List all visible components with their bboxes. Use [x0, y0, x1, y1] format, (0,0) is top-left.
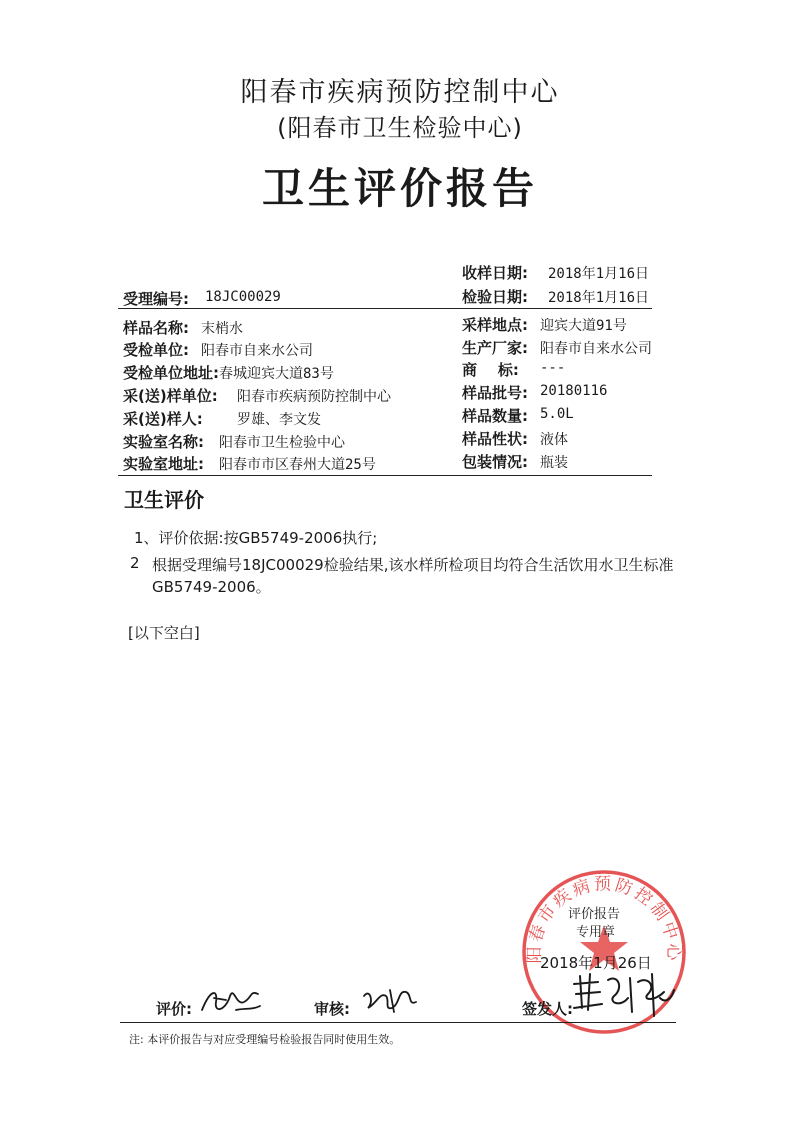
header-rule [118, 308, 652, 309]
evaluation-item-2-line-2: GB5749-2006。 [152, 578, 271, 596]
receive-date-value: 2018年1月16日 [548, 266, 650, 282]
field-label-lab-name: 实验室名称: [123, 433, 204, 451]
field-label-sampler: 采(送)样人: [123, 410, 203, 428]
seal-inner-line-2: 专用章 [576, 925, 616, 940]
field-value-sample-state: 液体 [540, 432, 568, 448]
seal-inner-line-1: 评价报告 [568, 907, 621, 922]
accept-number-value: 18JC00029 [205, 289, 281, 305]
field-value-inspected-unit: 阳春市自来水公司 [201, 343, 313, 359]
field-value-sample-quantity: 5.0L [540, 406, 574, 422]
evaluator-label: 评价: [156, 1000, 192, 1018]
issuer-label: 签发人: [522, 1000, 573, 1018]
evaluation-item-2-number: 2 [130, 554, 140, 572]
field-label-sample-name: 样品名称: [123, 319, 189, 337]
field-value-sampling-location: 迎宾大道91号 [540, 318, 627, 334]
inspect-date-value: 2018年1月16日 [548, 290, 650, 306]
blank-below-note: [以下空白] [128, 624, 200, 642]
signature-rule [120, 1022, 676, 1023]
field-value-sampling-unit: 阳春市疾病预防控制中心 [237, 389, 391, 405]
evaluation-heading: 卫生评价 [124, 488, 204, 512]
field-value-sample-name: 末梢水 [201, 321, 243, 337]
organization-name: 阳春市疾病预防控制中心 [240, 77, 560, 108]
evaluation-item-1: 1、评价依据:按GB5749-2006执行; [134, 529, 378, 547]
field-label-batch-number: 样品批号: [462, 384, 528, 402]
field-label-sampling-unit: 采(送)样单位: [123, 387, 218, 405]
field-value-inspected-address: 春城迎宾大道83号 [219, 366, 334, 382]
issue-date: 2018年1月26日 [540, 954, 652, 972]
field-label-trademark: 商 标: [462, 361, 519, 379]
field-value-batch-number: 20180116 [540, 383, 608, 399]
accept-number-label: 受理编号: [123, 290, 189, 308]
field-label-sampling-location: 采样地点: [462, 316, 528, 334]
field-value-lab-address: 阳春市市区春州大道25号 [219, 457, 376, 473]
field-value-lab-name: 阳春市卫生检验中心 [219, 435, 345, 451]
evaluator-signature [196, 980, 266, 1020]
organization-alt-name: (阳春市卫生检验中心) [277, 114, 523, 142]
receive-date-label: 收样日期: [462, 264, 528, 282]
reviewer-label: 审核: [314, 1000, 350, 1018]
field-label-inspected-unit: 受检单位: [123, 341, 189, 359]
field-label-packaging: 包装情况: [462, 453, 528, 471]
field-label-inspected-address: 受检单位地址: [123, 364, 219, 382]
field-label-lab-address: 实验室地址: [123, 455, 204, 473]
field-value-packaging: 瓶装 [540, 455, 568, 471]
seal-outer-text: 阳春市疾病预防控制中心 [524, 874, 684, 964]
field-value-manufacturer: 阳春市自来水公司 [540, 341, 652, 357]
fields-bottom-rule [118, 475, 652, 476]
reviewer-signature [360, 982, 420, 1018]
field-label-sample-quantity: 样品数量: [462, 407, 528, 425]
field-value-trademark: --- [540, 360, 566, 376]
issuer-signature [568, 968, 678, 1020]
field-value-sampler: 罗雄、李文发 [237, 412, 321, 428]
evaluation-item-2-line-1: 根据受理编号18JC00029检验结果,该水样所检项目均符合生活饮用水卫生标准 [152, 556, 674, 574]
field-label-manufacturer: 生产厂家: [462, 339, 528, 357]
footer-note: 注: 本评价报告与对应受理编号检验报告同时使用生效。 [129, 1033, 401, 1046]
inspect-date-label: 检验日期: [462, 288, 528, 306]
report-title: 卫生评价报告 [261, 164, 538, 213]
field-label-sample-state: 样品性状: [462, 430, 528, 448]
